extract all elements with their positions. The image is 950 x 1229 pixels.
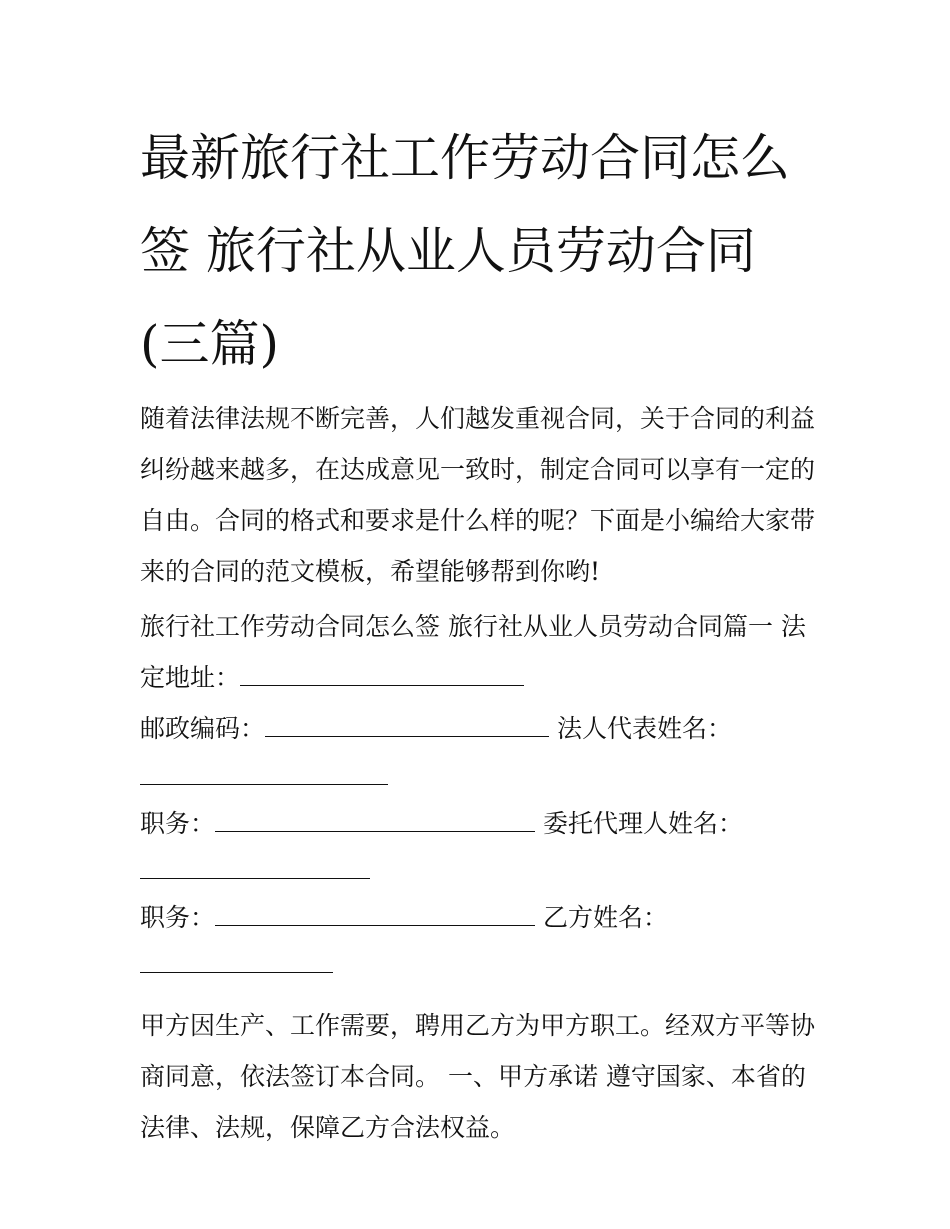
party-b-blank <box>140 952 333 973</box>
body-line-3: 法律、法规，保障乙方合法权益。 <box>140 1113 516 1142</box>
address-field <box>140 652 812 703</box>
title-line-1: 最新旅行社工作劳动合同怎么 <box>140 129 790 187</box>
legal-rep-blank <box>140 764 388 785</box>
document-page <box>140 112 816 1153</box>
position-blank-1 <box>215 811 535 832</box>
position-field-1 <box>140 800 812 848</box>
agent-label: 委托代理人姓名： <box>542 809 743 838</box>
intro-line-1: 随着法律法规不断完善，人们越发重视合同，关于合同的利益 <box>140 404 816 433</box>
address-label: 定地址： <box>140 663 241 692</box>
body-paragraph <box>140 1000 816 1153</box>
body-line-1: 甲方因生产、工作需要，聘用乙方为甲方职工。经双方平等协 <box>140 1011 816 1040</box>
section-heading: 旅行社工作劳动合同怎么签 旅行社从业人员劳动合同篇一 法 <box>140 612 806 641</box>
position-label-1: 职务： <box>140 809 216 838</box>
agent-field <box>140 848 812 894</box>
intro-line-2: 纠纷越来越多，在达成意见一致时，制定合同可以享有一定的 <box>140 455 816 484</box>
position-blank-2 <box>215 905 535 926</box>
title-line-2: 签 旅行社从业人员劳动合同 <box>140 222 756 280</box>
position-label-2: 职务： <box>140 903 216 932</box>
legal-rep-field <box>140 754 812 800</box>
body-line-2: 商同意，依法签订本合同。 一、甲方承诺 遵守国家、本省的 <box>140 1062 806 1091</box>
title-line-3: (三篇) <box>140 315 280 373</box>
agent-blank <box>140 858 370 879</box>
legal-rep-label: 法人代表姓名： <box>556 714 732 743</box>
postal-blank <box>265 716 549 737</box>
postal-label: 邮政编码： <box>140 714 266 743</box>
intro-paragraph <box>140 393 816 597</box>
postal-field <box>140 703 812 754</box>
position-field-2 <box>140 894 812 942</box>
intro-line-4: 来的合同的范文模板，希望能够帮到你哟! <box>140 557 601 586</box>
document-title <box>140 112 812 391</box>
intro-line-3: 自由。合同的格式和要求是什么样的呢？下面是小编给大家带 <box>140 506 816 535</box>
party-b-field <box>140 942 812 988</box>
party-b-label: 乙方姓名： <box>542 903 668 932</box>
address-blank <box>240 665 524 686</box>
